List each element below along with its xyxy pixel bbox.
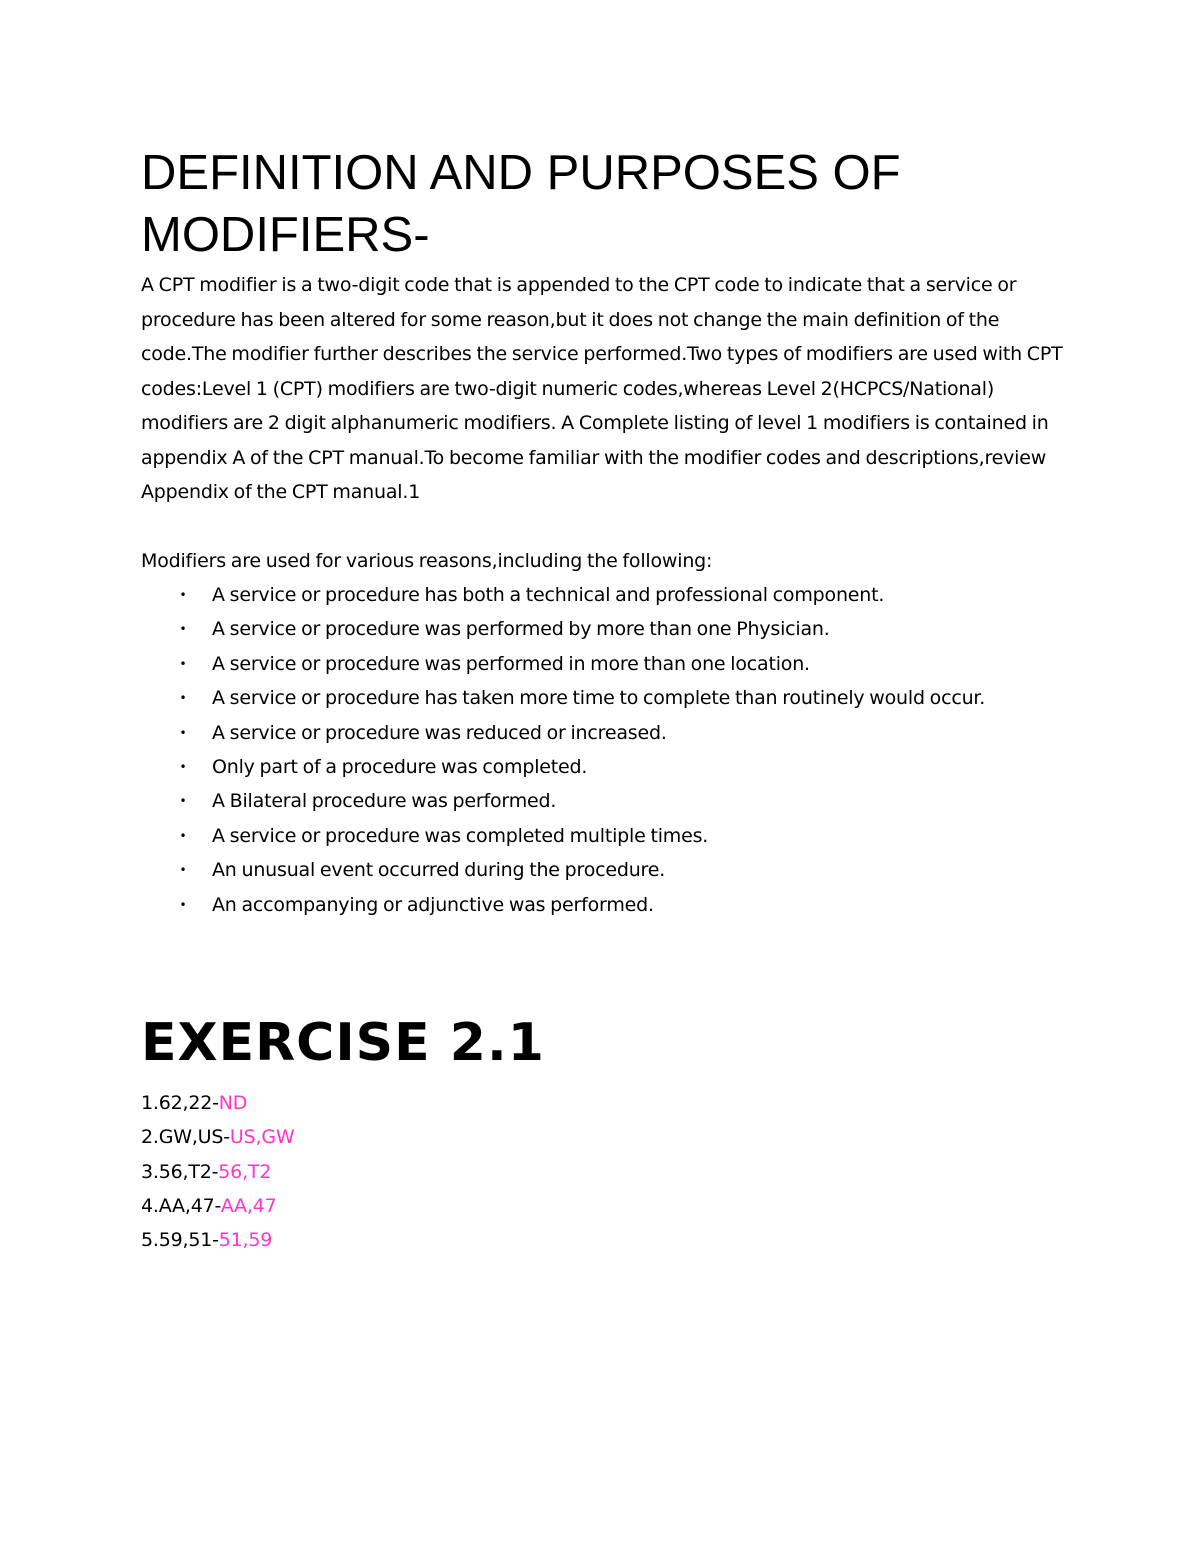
list-item-text: A service or procedure was reduced or increased.	[212, 721, 667, 744]
answer-question: 2.GW,US-	[141, 1126, 230, 1149]
list-item-text: A service or procedure has taken more time to complete than routinely would occur.	[212, 687, 986, 710]
list-item	[141, 784, 1071, 818]
list-item-text: Only part of a procedure was completed.	[212, 756, 588, 779]
list-item	[141, 888, 1071, 922]
answer-question: 5.59,51-	[141, 1229, 219, 1252]
answer-value: AA,47	[220, 1194, 277, 1217]
list-item-text: A service or procedure was performed in more than one location.	[212, 652, 810, 675]
bullet-icon: •	[179, 725, 187, 740]
answer-line	[141, 1223, 1071, 1257]
answer-question: 4.AA,47-	[141, 1194, 221, 1217]
answer-line	[141, 1189, 1071, 1223]
list-item	[141, 681, 1071, 715]
list-item	[141, 578, 1071, 612]
bullet-icon: •	[179, 691, 187, 706]
list-item-text: An unusual event occurred during the procedure.	[212, 859, 666, 882]
answer-question: 1.62,22-	[141, 1092, 219, 1115]
document-content	[141, 142, 1071, 1258]
answer-value: US,GW	[229, 1126, 295, 1149]
bullet-icon: •	[179, 622, 187, 637]
list-item	[141, 716, 1071, 750]
answer-value: ND	[218, 1092, 248, 1115]
bullet-icon: •	[179, 760, 187, 775]
answer-value: 51,59	[218, 1229, 273, 1252]
bullet-icon: •	[179, 897, 187, 912]
list-item-text: A service or procedure has both a technical and professional component.	[212, 584, 885, 606]
answer-line	[141, 1086, 1071, 1120]
answer-line	[141, 1120, 1071, 1154]
bullet-icon: •	[179, 588, 187, 602]
answer-line	[141, 1155, 1071, 1189]
list-item-text: A service or procedure was performed by more than one Physician.	[212, 618, 830, 641]
answer-value: 56,T2	[218, 1160, 272, 1183]
list-item	[141, 853, 1071, 887]
exercise-answers	[141, 1086, 1071, 1257]
bullet-icon: •	[179, 828, 187, 843]
list-item	[141, 647, 1071, 681]
list-item	[141, 612, 1071, 646]
bullet-icon: •	[179, 656, 187, 671]
bullet-icon: •	[179, 794, 187, 809]
list-item	[141, 819, 1071, 853]
list-item-text: A Bilateral procedure was performed.	[212, 790, 557, 813]
definition-paragraph: A CPT modifier is a two-digit code that is appended to the CPT code to indicate that a service or procedure has been altered for some reason,but it does not change the main definition of the code.The modifier further describes the service performed.Two types of modifiers are used with CPT codes:Level 1 (CPT) modifiers are two-digit numeric codes,whereas Level 2(HCPCS/National) modifiers are 2 digit alphanumeric modifiers. A Complete listing of level 1 modifiers is contained in appendix A of the CPT manual.To become familiar with the modifier codes and descriptions,review Appendix of the CPT manual.1	[141, 274, 1063, 503]
list-item	[141, 750, 1071, 784]
exercise-heading: EXERCISE 2.1	[141, 1013, 545, 1074]
list-item-text: An accompanying or adjunctive was performed.	[212, 893, 654, 916]
main-heading: DEFINITION AND PURPOSES OF MODIFIERS-	[141, 146, 901, 262]
answer-question: 3.56,T2-	[141, 1160, 219, 1183]
bullet-icon: •	[179, 863, 187, 878]
reasons-list	[141, 578, 1071, 922]
list-item-text: A service or procedure was completed multiple times.	[212, 824, 709, 847]
reasons-intro: Modifiers are used for various reasons,including the following:	[141, 549, 713, 572]
